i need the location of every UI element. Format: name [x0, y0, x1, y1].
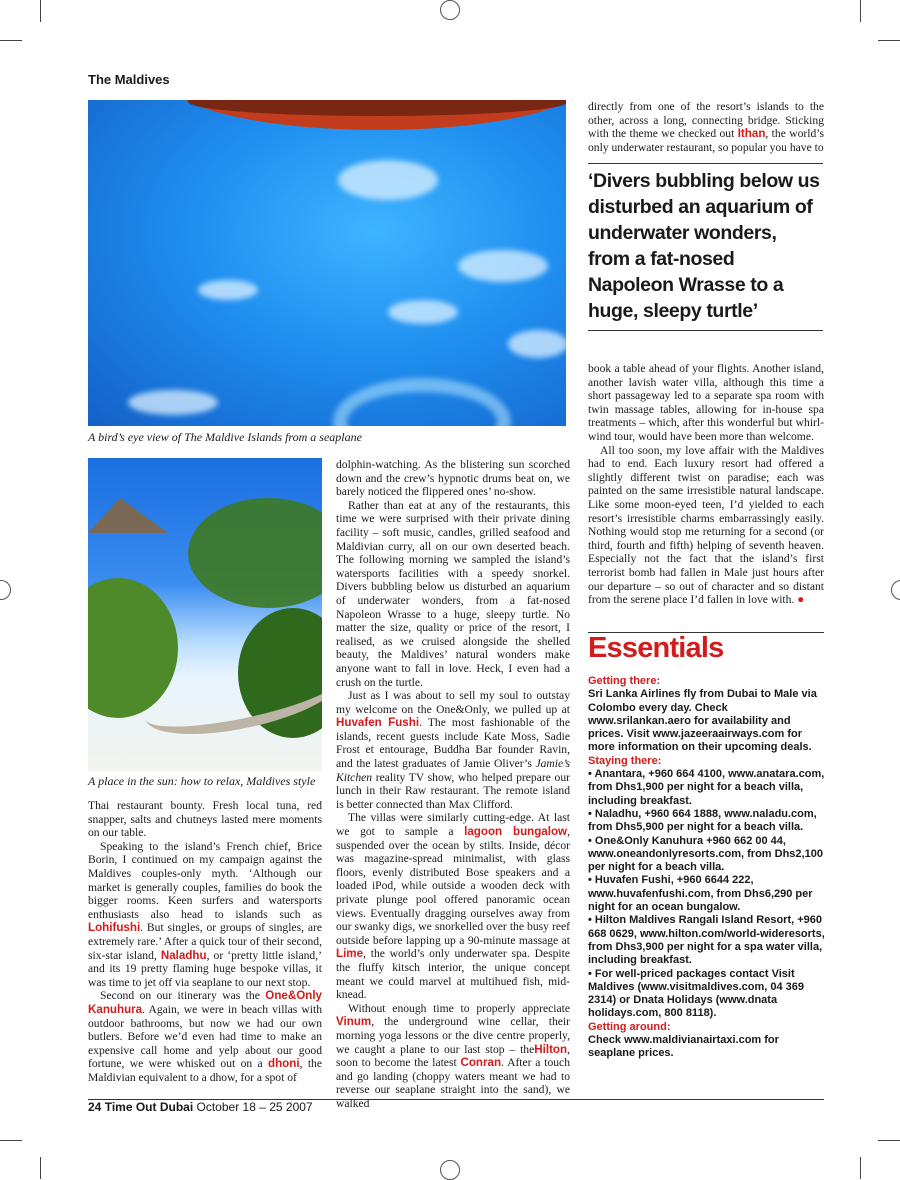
- photo-caption: A place in the sun: how to relax, Maldives style: [88, 774, 316, 788]
- paragraph: [336, 1002, 570, 1111]
- getting-there-text: Sri Lanka Airlines fly from Dubai to Male via Colombo every day. Check www.srilankan.aero for availability and prices. Visit www.jazeeraairways.com for more information on their upcoming deals.: [588, 688, 817, 754]
- paragraph: Rather than eat at any of the restaurants, this time we were surprised with their private dining facility – soft music, candles, grilled seafood and Maldivian curry, all on our own deserted beach. The following morning we sampled the island’s watersports facilities with a speedy snorkel. Divers bubbling below us disturbed an aquarium of underwater wonders, from a fat-nosed Napoleon Wrasse to a huge, sleepy turtle. No matter the size, quality or price of the resort, I realised, as we cruised alongside the shelled beauty, the Maldives’ natural wonders make anyone want to fall in love. Heck, I even had a crush on the turtle.: [336, 498, 570, 689]
- listing-item: • Naladhu, +960 664 1888, www.naladu.com, from Dhs5,900 per night for a beach villa.: [588, 807, 817, 834]
- paragraph: [588, 444, 824, 607]
- article-column-1: [88, 799, 322, 1084]
- venue-highlight: One&Only Kanuhura: [88, 989, 322, 1016]
- listing-item: • One&Only Kanuhura +960 662 00 44, www.oneandonlyresorts.com, from Dhs2,100 per night for a beach villa.: [588, 834, 823, 874]
- paragraph: [88, 840, 322, 990]
- paragraph: dolphin-watching. As the blistering sun scorched down and the crew’s hypnotic drums beat on, we barely noticed the flippered ones’ no-show.: [336, 458, 570, 499]
- crop-mark: [40, 1157, 41, 1179]
- text-run: All too soon, my love affair with the Maldives had to end. Each luxury resort had offered a slightly different twist on paradise; each was painted on the same irresistible natural landscape. Like some moon-eyed teen, I’d yielded to each resort’s irresistible charms embarrassingly easily. Nothing would stop me returning for a second (or third, fourth and fifth) helping of seventh heaven. Especially not the fact that the island’s first terrorist bomb had fallen in Male just hours after our departure – so out of character and so distant from the serene place I’d fallen in love with.: [588, 443, 824, 607]
- venue-highlight: Huvafen Fushi: [336, 716, 420, 730]
- island-reef: [458, 250, 548, 282]
- text-run: Second on our itinerary was the: [100, 989, 260, 1003]
- photo-caption: A bird’s eye view of The Maldive Islands from a seaplane: [88, 430, 362, 444]
- pull-quote: ‘Divers bubbling below us disturbed an aquarium of underwater wonders, from a fat-nosed Napoleon Wrasse to a huge, sleepy turtle’: [588, 163, 823, 331]
- text-run: , the world’s only underwater spa. Despite the fluffy kitsch interior, the unique concept meant we could marvel at multihued fish, mid-knead.: [336, 947, 570, 1002]
- text-run: reality TV show, who helped prepare our lunch in their Raw restaurant. The remote island is better connected than Max Clifford.: [336, 770, 570, 811]
- crop-mark: [0, 40, 22, 41]
- listing-item: • Hilton Maldives Rangali Island Resort, +960 668 0629, www.hilton.com/world-wideresorts, from Dhs3,900 per night for a spa water villa, including breakfast.: [588, 914, 825, 967]
- registration-mark: [440, 0, 460, 20]
- island-reef: [198, 280, 258, 300]
- registration-mark: [0, 580, 11, 600]
- article-column-3-bottom: [588, 362, 824, 607]
- paragraph: [336, 689, 570, 811]
- crop-mark: [0, 1140, 22, 1141]
- getting-there-heading: Getting there:: [588, 675, 661, 687]
- venue-highlight: Hilton: [534, 1042, 568, 1056]
- essentials-title: Essentials: [588, 632, 724, 664]
- text-run: , or ‘pretty little island,’ and its 19 pretty flaming huge bespoke villas, it was time to jet off via seaplane to our next stop.: [88, 948, 322, 989]
- essentials-box: [588, 675, 826, 1061]
- text-run: directly from one of the resort’s islands to the other, across a long, connecting bridge. Sticking with the theme we checked out: [588, 100, 824, 141]
- paragraph: [588, 100, 824, 154]
- footer: [88, 1100, 313, 1114]
- show-title: Jamie’s Kitchen: [336, 757, 570, 784]
- publication-name: Time Out Dubai: [104, 1100, 194, 1114]
- text-run: . After a touch and go landing (choppy waters meant we had to reverse our seaplane straight into the sand), we walked: [336, 1056, 570, 1110]
- venue-highlight: lagoon bungalow: [464, 825, 568, 839]
- island-reef: [508, 330, 566, 358]
- palm-foliage: [188, 498, 322, 608]
- thatched-hut: [88, 498, 168, 533]
- text-run: The villas were similarly cutting-edge. At last we got to sample a: [336, 811, 570, 839]
- island-reef: [333, 378, 511, 426]
- page-number: 24: [88, 1100, 102, 1114]
- listing-item: • Huvafen Fushi, +960 6644 222, www.huvafenfushi.com, from Dhs6,290 per night for an ocean bungalow.: [588, 874, 813, 914]
- island-reef: [388, 300, 458, 324]
- island-reef: [128, 390, 218, 415]
- seaplane-photo: [88, 100, 566, 426]
- section-label: The Maldives: [88, 72, 170, 87]
- text-run: , the underground wine cellar, their morning yoga lessons or the dive centre properly, we caught a plane to our last stop – the: [336, 1015, 570, 1056]
- end-mark: ●: [797, 593, 805, 607]
- getting-around-heading: Getting around:: [588, 1020, 671, 1033]
- venue-highlight: Naladhu: [160, 948, 207, 962]
- article-column-3-top: [588, 100, 824, 154]
- hammock-photo: [88, 458, 322, 771]
- venue-highlight: dhoni: [268, 1057, 300, 1071]
- venue-highlight: Ithan: [737, 127, 766, 141]
- crop-mark: [878, 40, 900, 41]
- getting-around-text: Check www.maldivianairtaxi.com for seaplane prices.: [588, 1034, 779, 1060]
- venue-highlight: Vinum: [336, 1015, 372, 1029]
- listing-item: • Anantara, +960 664 4100, www.anatara.com, from Dhs1,900 per night for a beach villa, including breakfast.: [588, 768, 825, 807]
- listing-item: • For well-priced packages contact Visit Maldives (www.visitmaldives.com, 04 369 2314) or Dnata Holidays (www.dnata holidays.com, 800 8118).: [588, 967, 805, 1020]
- text-run: Speaking to the island’s French chief, Brice Borin, I continued on my campaign against the Maldives couples-only myth. ‘Although our market is generally couples, families do book the bigger rooms. Keen surfers and watersports enthusiasts also head to islands such as: [88, 839, 322, 921]
- paragraph: [88, 989, 322, 1084]
- crop-mark: [878, 1140, 900, 1141]
- crop-mark: [40, 0, 41, 22]
- venue-highlight: Lohifushi: [88, 921, 141, 935]
- text-run: , soon to become the latest: [336, 1042, 570, 1070]
- crop-mark: [860, 1157, 861, 1179]
- island-reef: [338, 160, 438, 200]
- crop-mark: [860, 0, 861, 22]
- text-run: , the world’s only underwater restaurant, so popular you have to: [588, 127, 825, 154]
- venue-highlight: Conran: [460, 1056, 502, 1070]
- paragraph: book a table ahead of your flights. Another island, another lavish water villa, although this time a short passageway led to a separate spa room with twin massage tables, allowing for in-house spa treatments – which, after this wonderful but whirl-wind tour, would have been more than welcome.: [588, 362, 824, 443]
- text-run: Without enough time to properly appreciate: [348, 1001, 570, 1015]
- venue-highlight: Lime: [336, 947, 364, 961]
- paragraph: Thai restaurant bounty. Fresh local tuna, red snapper, salts and chutneys lasted mere moments on our table.: [88, 799, 322, 840]
- paragraph: [336, 811, 570, 1001]
- text-run: , the Maldivian equivalent to a dhow, for a spot of: [88, 1057, 322, 1084]
- staying-there-heading: Staying there:: [588, 754, 662, 767]
- registration-mark: [891, 580, 900, 600]
- issue-date: October 18 – 25 2007: [196, 1100, 313, 1114]
- text-run: . But singles, or groups of singles, are extremely rare.’ After a quick tour of their second, six-star island,: [88, 921, 322, 962]
- text-run: . Again, we were in beach villas with outdoor bathrooms, but now we had our own butlers. Before we’d even had time to make an expensive call home and yelp about our good fortune, we were whisked out on a: [88, 1002, 322, 1071]
- text-run: , suspended over the ocean by stilts. Inside, décor was magazine-spread minimalist, with glass floors, evenly distributed Bose speakers and a loaded iPod, while outside a wooden deck with private plunge pool offered panoramic ocean views. Eventually dragging ourselves away from our swanky digs, we snorkelled over the busy reef outside before lapping up a 90-minute massage at: [336, 825, 570, 947]
- registration-mark: [440, 1160, 460, 1180]
- article-column-2: [336, 458, 570, 1111]
- text-run: . The most fashionable of the islands, recent guests include Kate Moss, Sadie Frost et entourage, Buddha Bar founder Ravin, and the latest graduates of Jamie Oliver’s: [336, 716, 570, 771]
- text-run: Just as I was about to sell my soul to outstay my welcome on the One&Only, we pulled up at: [336, 689, 570, 716]
